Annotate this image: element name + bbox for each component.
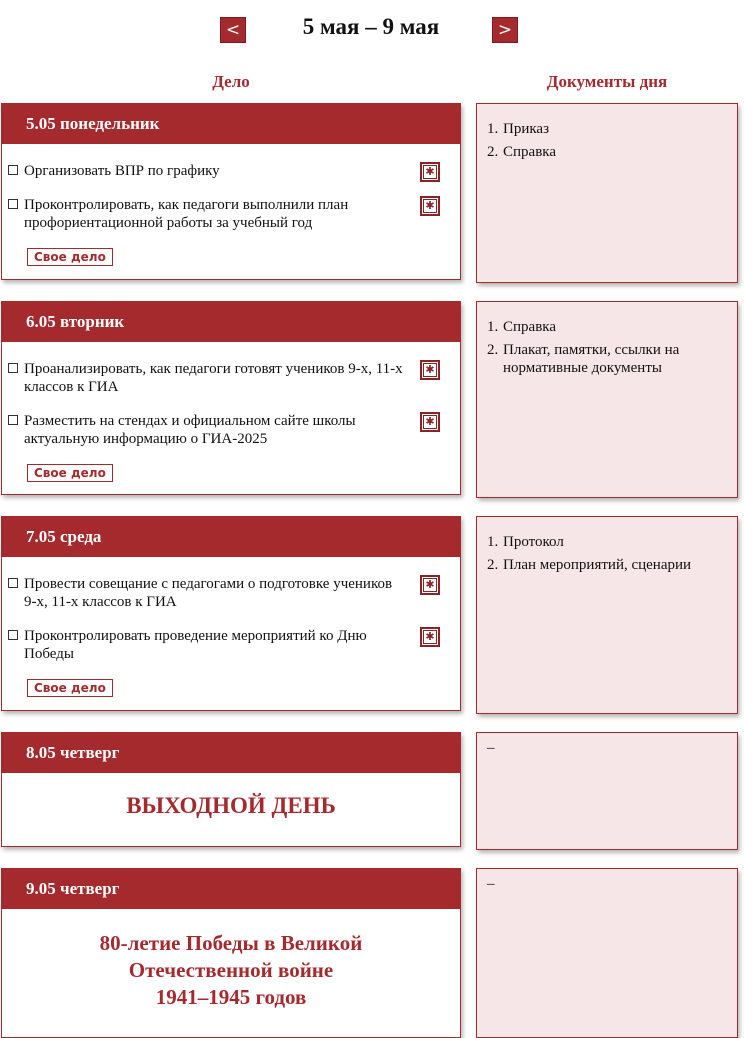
doc-item[interactable]: 2. Справка — [487, 144, 556, 160]
asterisk-icon: ✱ — [423, 630, 437, 644]
day-body — [2, 557, 460, 707]
docs-card-wednesday — [476, 516, 738, 714]
asterisk-icon: ✱ — [423, 165, 437, 179]
task-checkbox[interactable] — [8, 630, 18, 640]
day-card-wednesday — [1, 516, 461, 711]
task-text: Проконтролировать, как педагоги выполнили план профориентационной работы за учебный год — [24, 197, 349, 231]
add-own-task-button[interactable]: Свое дело — [27, 248, 113, 266]
prev-week-button[interactable]: < — [220, 17, 246, 43]
docs-card-tuesday — [476, 301, 738, 498]
task-text: Проконтролировать проведение мероприятий ко Дню Победы — [24, 628, 367, 662]
day-title: 6.05 вторник — [2, 302, 460, 342]
doc-item[interactable]: 1. Протокол — [487, 534, 564, 550]
day-body — [2, 342, 460, 492]
week-title: 5 мая – 9 мая — [302, 14, 440, 39]
holiday-line: 80-летие Победы в Великой — [99, 931, 363, 955]
no-docs-dash: – — [487, 740, 495, 756]
delete-task-button[interactable] — [420, 196, 440, 216]
week-navigation — [0, 0, 744, 60]
day-title: 9.05 четверг — [2, 869, 460, 909]
doc-label: Справка — [503, 144, 556, 160]
delete-task-button[interactable] — [420, 412, 440, 432]
docs-card-friday — [476, 868, 738, 1038]
doc-label: Плакат, памятки, ссылки на нормативные документы — [503, 342, 680, 376]
holiday-announcement — [2, 909, 460, 1011]
docs-card-thursday — [476, 732, 738, 850]
doc-item[interactable]: 2. Плакат, памятки, ссылки на нормативные документы — [487, 342, 680, 376]
delete-task-button[interactable] — [420, 360, 440, 380]
no-docs-dash: – — [487, 876, 495, 892]
holiday-line: Отечественной войне — [128, 958, 334, 982]
asterisk-icon: ✱ — [423, 415, 437, 429]
add-own-task-button[interactable]: Свое дело — [27, 464, 113, 482]
delete-task-button[interactable] — [420, 162, 440, 182]
holiday-label: ВЫХОДНОЙ ДЕНЬ — [126, 793, 336, 818]
doc-label: Протокол — [503, 534, 564, 550]
day-body — [2, 144, 460, 276]
next-week-button[interactable]: > — [492, 17, 518, 43]
task-item — [8, 575, 450, 611]
doc-item[interactable]: 1. Приказ — [487, 121, 550, 137]
asterisk-icon: ✱ — [423, 578, 437, 592]
task-checkbox[interactable] — [8, 363, 18, 373]
day-title: 7.05 среда — [2, 517, 460, 557]
task-checkbox[interactable] — [8, 415, 18, 425]
task-item — [8, 196, 450, 232]
task-item — [8, 627, 450, 663]
asterisk-icon: ✱ — [423, 199, 437, 213]
task-item — [8, 162, 450, 180]
task-checkbox[interactable] — [8, 165, 18, 175]
task-item — [8, 412, 450, 448]
task-text: Организовать ВПР по графику — [24, 163, 220, 179]
day-title: 8.05 четверг — [2, 733, 460, 773]
task-text: Проанализировать, как педагоги готовят учеников 9-х, 11-х классов к ГИА — [24, 361, 403, 395]
day-card-tuesday — [1, 301, 461, 495]
day-card-thursday — [1, 732, 461, 847]
doc-label: Справка — [503, 319, 556, 335]
tasks-column-header: Дело — [212, 72, 250, 91]
task-item — [8, 360, 450, 396]
delete-task-button[interactable] — [420, 627, 440, 647]
task-text: Провести совещание с педагогами о подготовке учеников 9-х, 11-х классов к ГИА — [24, 576, 393, 610]
task-checkbox[interactable] — [8, 578, 18, 588]
day-title: 5.05 понедельник — [2, 104, 460, 144]
task-text: Разместить на стендах и официальном сайте школы актуальную информацию о ГИА-2025 — [24, 413, 356, 447]
doc-label: Приказ — [503, 121, 550, 137]
add-own-task-button[interactable]: Свое дело — [27, 679, 113, 697]
holiday-line: 1941–1945 годов — [155, 985, 307, 1009]
asterisk-icon: ✱ — [423, 363, 437, 377]
task-checkbox[interactable] — [8, 199, 18, 209]
docs-card-monday — [476, 103, 738, 283]
doc-item[interactable]: 1. Справка — [487, 319, 556, 335]
doc-label: План мероприятий, сценарии — [503, 557, 692, 573]
delete-task-button[interactable] — [420, 575, 440, 595]
doc-item[interactable]: 2. План мероприятий, сценарии — [487, 557, 692, 573]
day-card-monday — [1, 103, 461, 280]
docs-column-header: Документы дня — [546, 72, 668, 91]
day-card-friday — [1, 868, 461, 1038]
